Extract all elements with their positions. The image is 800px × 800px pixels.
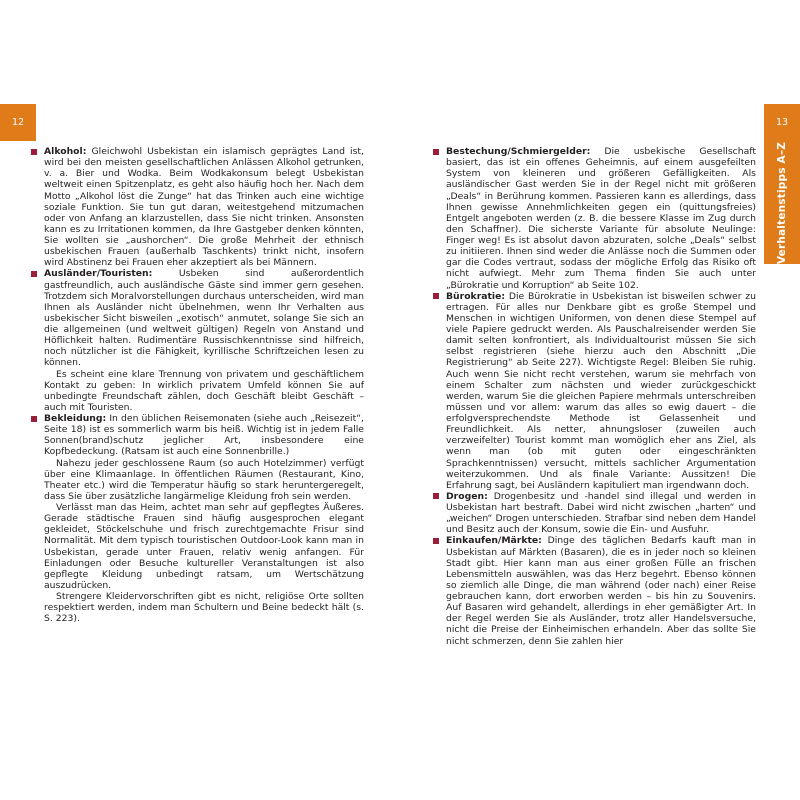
right-column (446, 146, 756, 647)
entry-buerokratie (446, 291, 756, 491)
entry-term: Bestechung/Schmiergelder: (446, 146, 591, 157)
paragraph: Es scheint eine klare Trennung von privatem und geschäftlichem Kontakt zu geben: In wirklich privatem Umfeld können Sie auf unbedingte Freundschaft zählen, doch Geschäft bleibt Geschäft – auch mit Touristen. (44, 368, 364, 413)
entry-text: Gleichwohl Usbekistan ein islamisch geprägtes Land ist, wird bei den meisten gesellschaftlichen Anlässen Alkohol getrunken, v. a. Bier und Wodka. Beim Wodkakonsum belegt Usbekistan weltweit einen Spitzenplatz, es geht also häufig hoch her. Nach dem Motto „Alkohol löst die Zunge“ hat das Trinken auch eine wichtige soziale Funktion. Sie tun gut daran, weitestgehend mitzumachen oder von Anfang an klarzustellen, dass Sie nicht trinken. Ansonsten kann es zu Irritationen kommen, da Ihre Gastgeber denken könnten, Sie wollten sie „aushorchen“. Die große Mehrheit der ethnisch usbekischen Frauen (außerhalb Taschkents) trinkt nicht, insofern wird Abstinenz bei Frauen eher akzeptiert als bei Männern. (44, 146, 364, 269)
page-number-left-text: 12 (11, 117, 25, 128)
entry-term: Bekleidung: (44, 413, 107, 424)
entry-term: Ausländer/Touristen: (44, 268, 153, 280)
section-tab (764, 141, 800, 264)
entry-text: Die Bürokratie in Usbekistan ist bisweilen schwer zu ertragen. Für alles nur Denkbare gibt es große Stempel und Menschen in wichtigen Uniformen, von denen diese Stempel auf viele Papiere gedruckt werden. Als Pauschalreisender werden Sie damit selten konfrontiert, als Individualtourist müssen Sie sich selbst registrieren (siehe hierzu auch den Abschnitt „Die Registrierung“ ab Seite 227). Wichtigste Regel: Bleiben Sie ruhig. Auch wenn Sie nicht recht verstehen, warum sie mehrfach von einem Schalter zum nächsten und wieder zurückgeschickt werden, warum Sie die gleichen Papiere mehrmals unterschreiben müssen und vor allem: warum das alles so ewig dauert – die erfolgversprechendste Methode ist Gelassenheit und Freundlichkeit. Als netter, ahnungsloser (zuweilen auch verzweifelter) Tourist kommt man womöglich eher ans Ziel, als wenn man (ob mit guten oder eingeschränkten Sprachkenntnissen) versucht, mittels sachlicher Argumentation weiterzukommen. Und als finale Variante: Aussitzen! Die Erfahrung sagt, bei Ausländern kapituliert man irgendwann doch. (446, 290, 756, 491)
page-number-right (764, 104, 800, 141)
bullet-square-icon (433, 149, 439, 155)
entry-auslaender (44, 268, 364, 368)
bullet-square-icon (433, 538, 439, 544)
page-number-right-text: 13 (775, 117, 789, 128)
entry-text: Usbeken sind außerordentlich gastfreundlich, auch ausländische Gäste sind immer gern gesehen. Trotzdem sich Moralvorstellungen durchaus unterscheiden, wird man Ihnen als Ausländer nicht übelnehmen, wenn Ihr Verhalten aus usbekischer Sicht bisweilen „exotisch“ anmutet, solange Sie sich an die allgemeinen (und weltweit gültigen) Regeln von Anstand und Höflichkeit halten. Rudimentäre Russischkenntnisse sind hilfreich, noch nützlicher ist die Fähigkeit, kyrillische Schriftzeichen lesen zu können. (44, 268, 364, 369)
entry-text: Dinge des täglichen Bedarfs kauft man in Usbekistan auf Märkten (Basaren), die es in jeder noch so kleinen Stadt gibt. Hier kann man aus einer großen Fülle an frischen Lebensmitteln auswählen, was das Herz begehrt. Ebenso können so ziemlich alle Dinge, die man während (oder nach) einer Reise gebrauchen kann, dort erworben werden – bis hin zu Souvenirs. Auf Basaren wird gehandelt, allerdings in eher gemäßigter Art. In der Regel werden Sie als Ausländer, trotz aller Handelsversuche, nicht die Preise der Einheimischen erhandeln. Aber das sollte Sie nicht schmerzen, denn Sie zahlen hier (446, 535, 756, 647)
entry-term: Alkohol: (44, 146, 87, 157)
entry-alkohol (44, 146, 364, 268)
paragraph: Verlässt man das Heim, achtet man sehr auf gepflegtes Äußeres. Gerade städtische Frauen sind häufig ausgesprochen elegant gekleidet, Stöckelschuhe und frisch zurechtgemachte Frisur sind Normalität. Mit dem typisch touristischen Outdoor-Look kann man in Usbekistan, gerade unter Frauen, relativ wenig anfangen. Für Einladungen oder Besuche kultureller Veranstaltungen ist also gepflegte Kleidung unbedingt ratsam, um Wertschätzung auszudrücken. (44, 502, 364, 591)
entry-term: Bürokratie: (446, 290, 506, 302)
bullet-square-icon (31, 416, 37, 422)
entry-text: Die usbekische Gesellschaft basiert, das ist ein offenes Geheimnis, auf einem ausgefeilten System von kleineren und größeren Gefälligkeiten. Als ausländischer Gast werden Sie in der Regel nicht mit größeren „Deals“ in Berührung kommen. Passieren kann es allerdings, dass Ihnen gewisse Annehmlichkeiten gegen ein (quittungsfreies) Entgelt angeboten werden (z. B. die bessere Klasse im Zug durch den Schaffner). Die sicherste Variante für absolute Neulinge: Finger weg! Es ist absolut davon abzuraten, solche „Deals“ selbst zu initiieren. Ihnen sind weder die Anlässe noch die Summen oder gar die Codes vertraut, sodass der mögliche Erfolg das Risiko oft nicht aufwiegt. Mehr zum Thema finden Sie auch unter „Bürokratie und Korruption“ ab Seite 102. (446, 146, 756, 291)
bullet-square-icon (433, 293, 439, 299)
paragraph: Strengere Kleidervorschriften gibt es nicht, religiöse Orte sollten respektiert werden, indem man Schultern und Beine bedeckt hält (s. S. 223). (44, 591, 364, 625)
left-column (44, 146, 364, 624)
page-number-left (0, 104, 36, 141)
entry-einkaufen (446, 535, 756, 646)
section-tab-label: Verhaltenstipps A–Z (776, 141, 788, 264)
entry-text: In den üblichen Reisemonaten (siehe auch „Reisezeit“, Seite 18) ist es sommerlich warm bis heiß. Wichtig ist in jedem Falle Sonnen(brand)schutz jeglicher Art, insbesondere eine Kopfbedeckung. (Ratsam ist auch eine Sonnenbrille.) (44, 413, 364, 458)
paragraph: Nahezu jeder geschlossene Raum (so auch Hotelzimmer) verfügt über eine Klimaanlage. In öffentlichen Räumen (Restaurant, Kino, Theater etc.) wird die Temperatur häufig so stark heruntergeregelt, dass Sie über zusätzliche langärmelige Kleidung froh sein werden. (44, 457, 364, 502)
entry-bestechung (446, 146, 756, 291)
bullet-square-icon (31, 149, 37, 155)
bullet-square-icon (31, 271, 37, 277)
entry-term: Drogen: (446, 490, 488, 502)
entry-bekleidung (44, 413, 364, 458)
entry-term: Einkaufen/Märkte: (446, 535, 542, 547)
bullet-square-icon (433, 493, 439, 499)
entry-text: Drogenbesitz und -handel sind illegal und werden in Usbekistan hart bestraft. Dabei wird nicht zwischen „harten“ und „weichen“ Drogen unterschieden. Strafbar sind neben dem Handel und Besitz auch der Konsum, sowie die Ein- und Ausfuhr. (446, 490, 756, 536)
entry-drogen (446, 491, 756, 536)
